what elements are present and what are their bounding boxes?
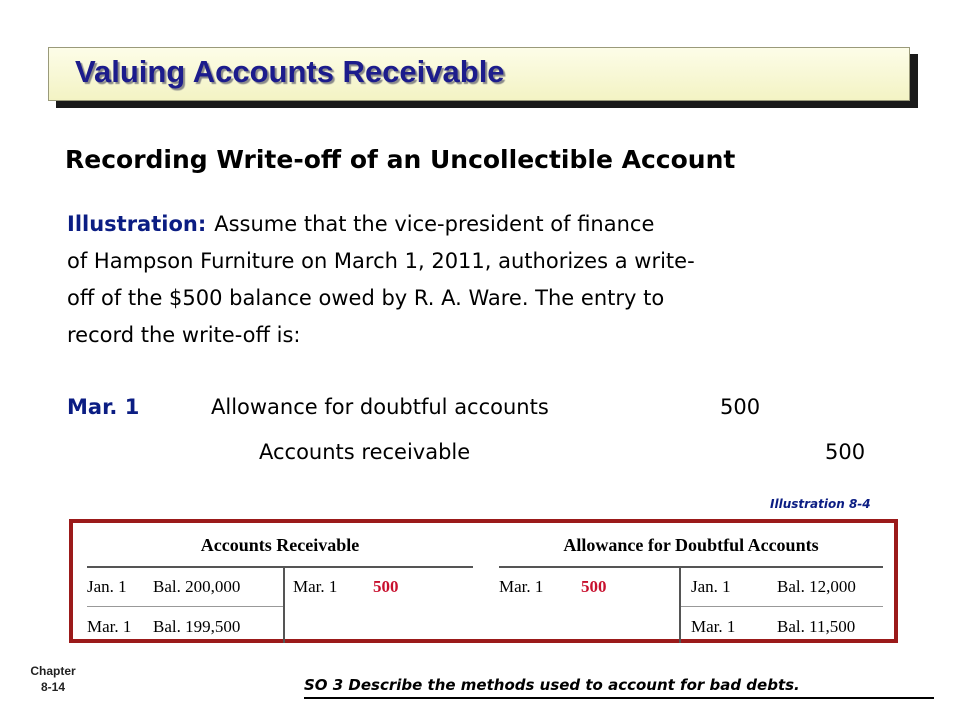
t-account-rule xyxy=(87,566,473,568)
entry-credit-amount: 500 xyxy=(825,440,866,464)
slide-subtitle: Recording Write-off of an Uncollectible Account xyxy=(65,145,736,174)
page-number: 8-14 xyxy=(40,680,66,694)
paragraph-line-3: off of the $500 balance owed by R. A. Ware. The entry to xyxy=(67,286,665,310)
debit-amount: 500 xyxy=(581,577,607,596)
illustration-paragraph xyxy=(67,206,907,354)
debit-date: Mar. 1 xyxy=(87,617,132,636)
illustration-caption: Illustration 8-4 xyxy=(770,497,871,511)
debit-date: Mar. 1 xyxy=(499,577,544,596)
t-account-rule xyxy=(499,566,883,568)
row-separator xyxy=(87,606,283,607)
paragraph-text-1: Assume that the vice-president of finance xyxy=(214,212,655,236)
credit-amount: 500 xyxy=(373,577,399,596)
illustration-label: Illustration: xyxy=(67,212,207,236)
study-objective: SO 3 Describe the methods used to account for bad debts. xyxy=(304,676,800,694)
entry-debit-amount: 500 xyxy=(720,395,761,419)
slide-title: Valuing Accounts Receivable xyxy=(75,54,505,89)
t-account-divider xyxy=(283,568,285,643)
t-account-title: Accounts Receivable xyxy=(200,535,360,555)
t-accounts-panel xyxy=(69,519,898,643)
debit-balance: Bal. 199,500 xyxy=(153,617,241,636)
chapter-label xyxy=(28,663,78,695)
title-banner xyxy=(48,47,910,101)
debit-date: Jan. 1 xyxy=(87,577,127,596)
credit-balance: Bal. 12,000 xyxy=(777,577,856,596)
t-account-allowance xyxy=(499,531,883,641)
entry-date: Mar. 1 xyxy=(67,395,140,419)
study-objective-underline xyxy=(304,697,934,699)
credit-date: Mar. 1 xyxy=(691,617,736,636)
debit-balance: Bal. 200,000 xyxy=(153,577,241,596)
entry-debit-account: Allowance for doubtful accounts xyxy=(211,395,549,419)
paragraph-line-4: record the write-off is: xyxy=(67,323,301,347)
paragraph-line-2: of Hampson Furniture on March 1, 2011, authorizes a write- xyxy=(67,249,695,273)
credit-balance: Bal. 11,500 xyxy=(777,617,856,636)
credit-date: Mar. 1 xyxy=(293,577,338,596)
paragraph-line-1 xyxy=(67,206,907,243)
t-account-title: Allowance for Doubtful Accounts xyxy=(563,535,819,555)
t-account-accounts-receivable xyxy=(87,531,473,641)
chapter-word: Chapter xyxy=(30,664,76,678)
entry-credit-account: Accounts receivable xyxy=(259,440,471,464)
credit-date: Jan. 1 xyxy=(691,577,731,596)
row-separator xyxy=(681,606,883,607)
